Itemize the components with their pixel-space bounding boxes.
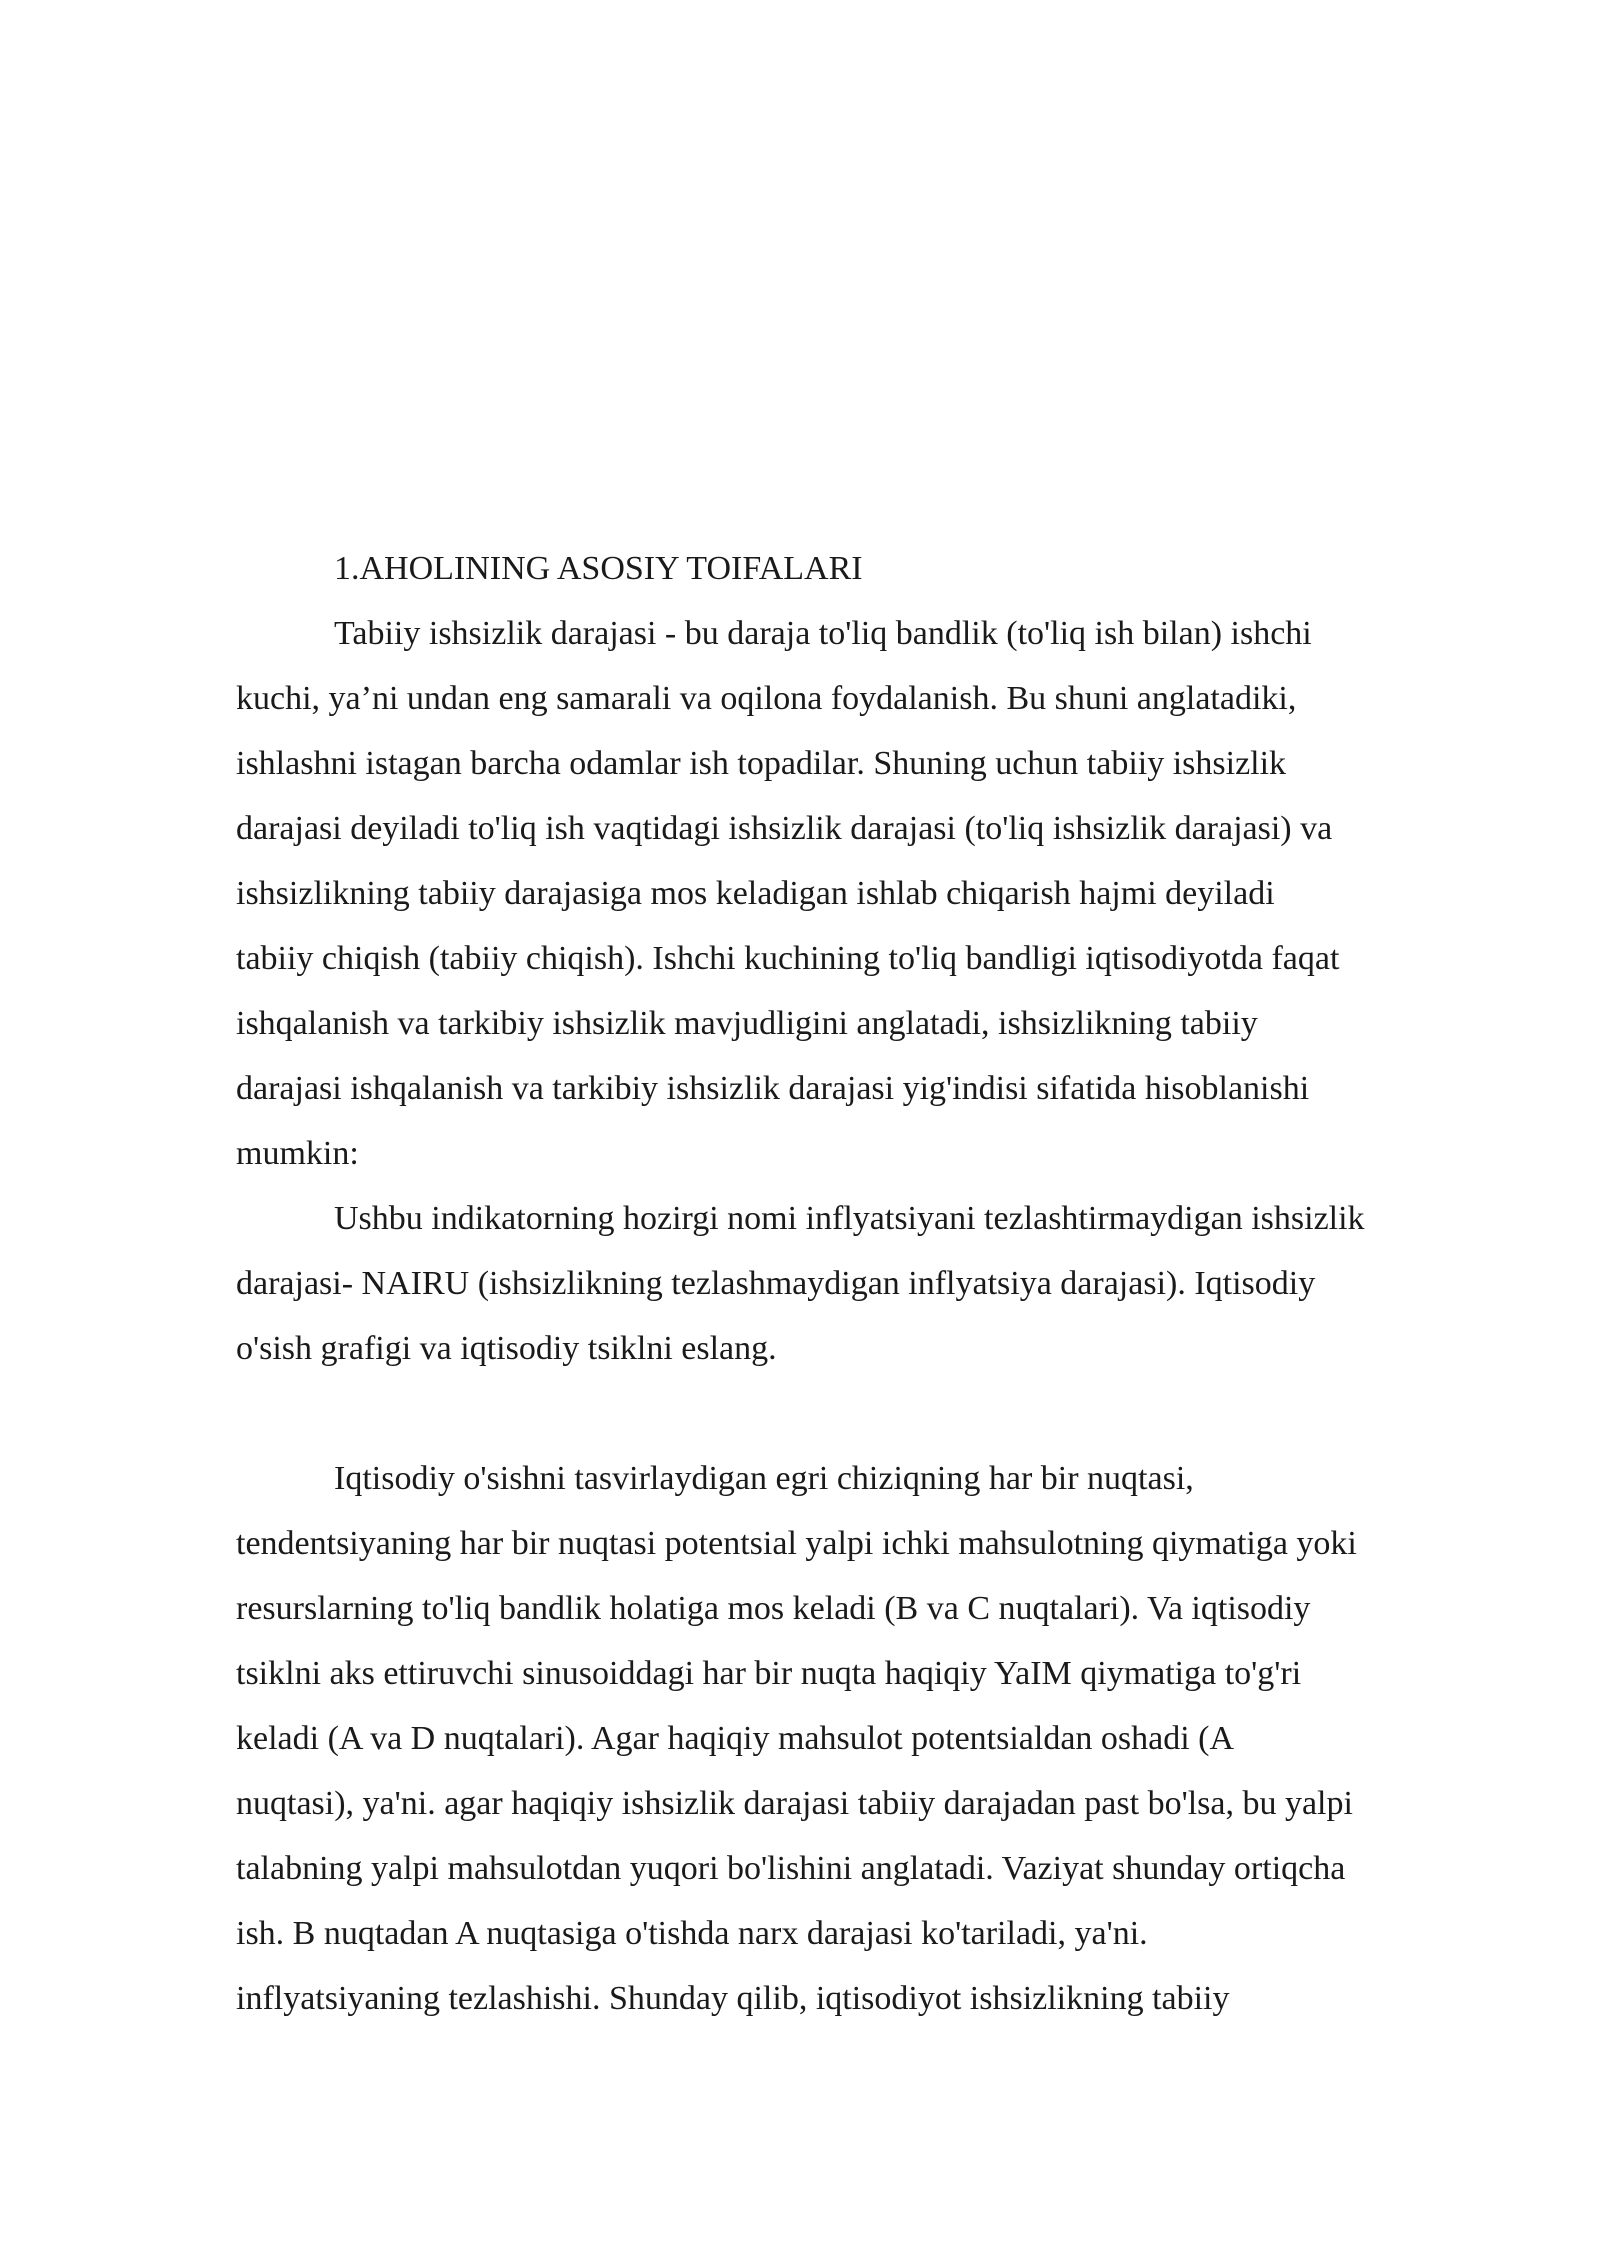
text-line: Iqtisodiy o'sishni tasvirlaydigan egri chiziqning har bir nuqtasi, [334, 1460, 1194, 1497]
text-line: tabiiy chiqish (tabiiy chiqish). Ishchi kuchining to'liq bandligi iqtisodiyotda faqat [236, 940, 1340, 977]
text-line: resurslarning to'liq bandlik holatiga mos keladi (B va C nuqtalari). Va iqtisodiy [236, 1590, 1311, 1627]
text-line: ishlashni istagan barcha odamlar ish topadilar. Shuning uchun tabiiy ishsizlik [236, 745, 1287, 782]
paragraph-spacer [236, 1381, 1492, 1446]
text-line: darajasi deyiladi to'liq ish vaqtidagi ishsizlik darajasi (to'liq ishsizlik darajasi) va [236, 810, 1333, 847]
text-line: Ushbu indikatorning hozirgi nomi inflyatsiyani tezlashtirmaydigan ishsizlik [334, 1200, 1365, 1237]
paragraph-natural-unemployment [236, 601, 1492, 1186]
text-line: tendentsiyaning har bir nuqtasi potentsial yalpi ichki mahsulotning qiymatiga yoki [236, 1525, 1357, 1562]
text-line: inflyatsiyaning tezlashishi. Shunday qilib, iqtisodiyot ishsizlikning tabiiy [236, 1980, 1230, 2017]
text-line: Tabiiy ishsizlik darajasi - bu daraja to'liq bandlik (to'liq ish bilan) ishchi [334, 615, 1312, 652]
paragraph-economic-growth [236, 1446, 1492, 2031]
text-line: ishqalanish va tarkibiy ishsizlik mavjudligini anglatadi, ishsizlikning tabiiy [236, 1005, 1258, 1042]
text-line: ishsizlikning tabiiy darajasiga mos keladigan ishlab chiqarish hajmi deyiladi [236, 875, 1275, 912]
text-line: kuchi, ya’ni undan eng samarali va oqilona foydalanish. Bu shuni anglatadiki, [236, 680, 1297, 717]
text-line: nuqtasi), ya'ni. agar haqiqiy ishsizlik darajasi tabiiy darajadan past bo'lsa, bu yalpi [236, 1785, 1353, 1822]
text-line: mumkin: [236, 1135, 359, 1172]
text-line: tsiklni aks ettiruvchi sinusoiddagi har bir nuqta haqiqiy YaIM qiymatiga to'g'ri [236, 1655, 1302, 1692]
paragraph-nairu [236, 1186, 1492, 1381]
document-body [236, 536, 1492, 2031]
text-line: darajasi- NAIRU (ishsizlikning tezlashmaydigan inflyatsiya darajasi). Iqtisodiy [236, 1265, 1316, 1302]
text-line: o'sish grafigi va iqtisodiy tsiklni eslang. [236, 1330, 777, 1367]
text-line: keladi (A va D nuqtalari). Agar haqiqiy mahsulot potentsialdan oshadi (A [236, 1720, 1235, 1757]
section-heading: 1.AHOLINING ASOSIY TOIFALARI [334, 550, 863, 587]
text-line: darajasi ishqalanish va tarkibiy ishsizlik darajasi yig'indisi sifatida hisoblanishi [236, 1070, 1310, 1107]
text-line: ish. B nuqtadan A nuqtasiga o'tishda narx darajasi ko'tariladi, ya'ni. [236, 1915, 1148, 1952]
text-line: talabning yalpi mahsulotdan yuqori bo'lishini anglatadi. Vaziyat shunday ortiqcha [236, 1850, 1346, 1887]
